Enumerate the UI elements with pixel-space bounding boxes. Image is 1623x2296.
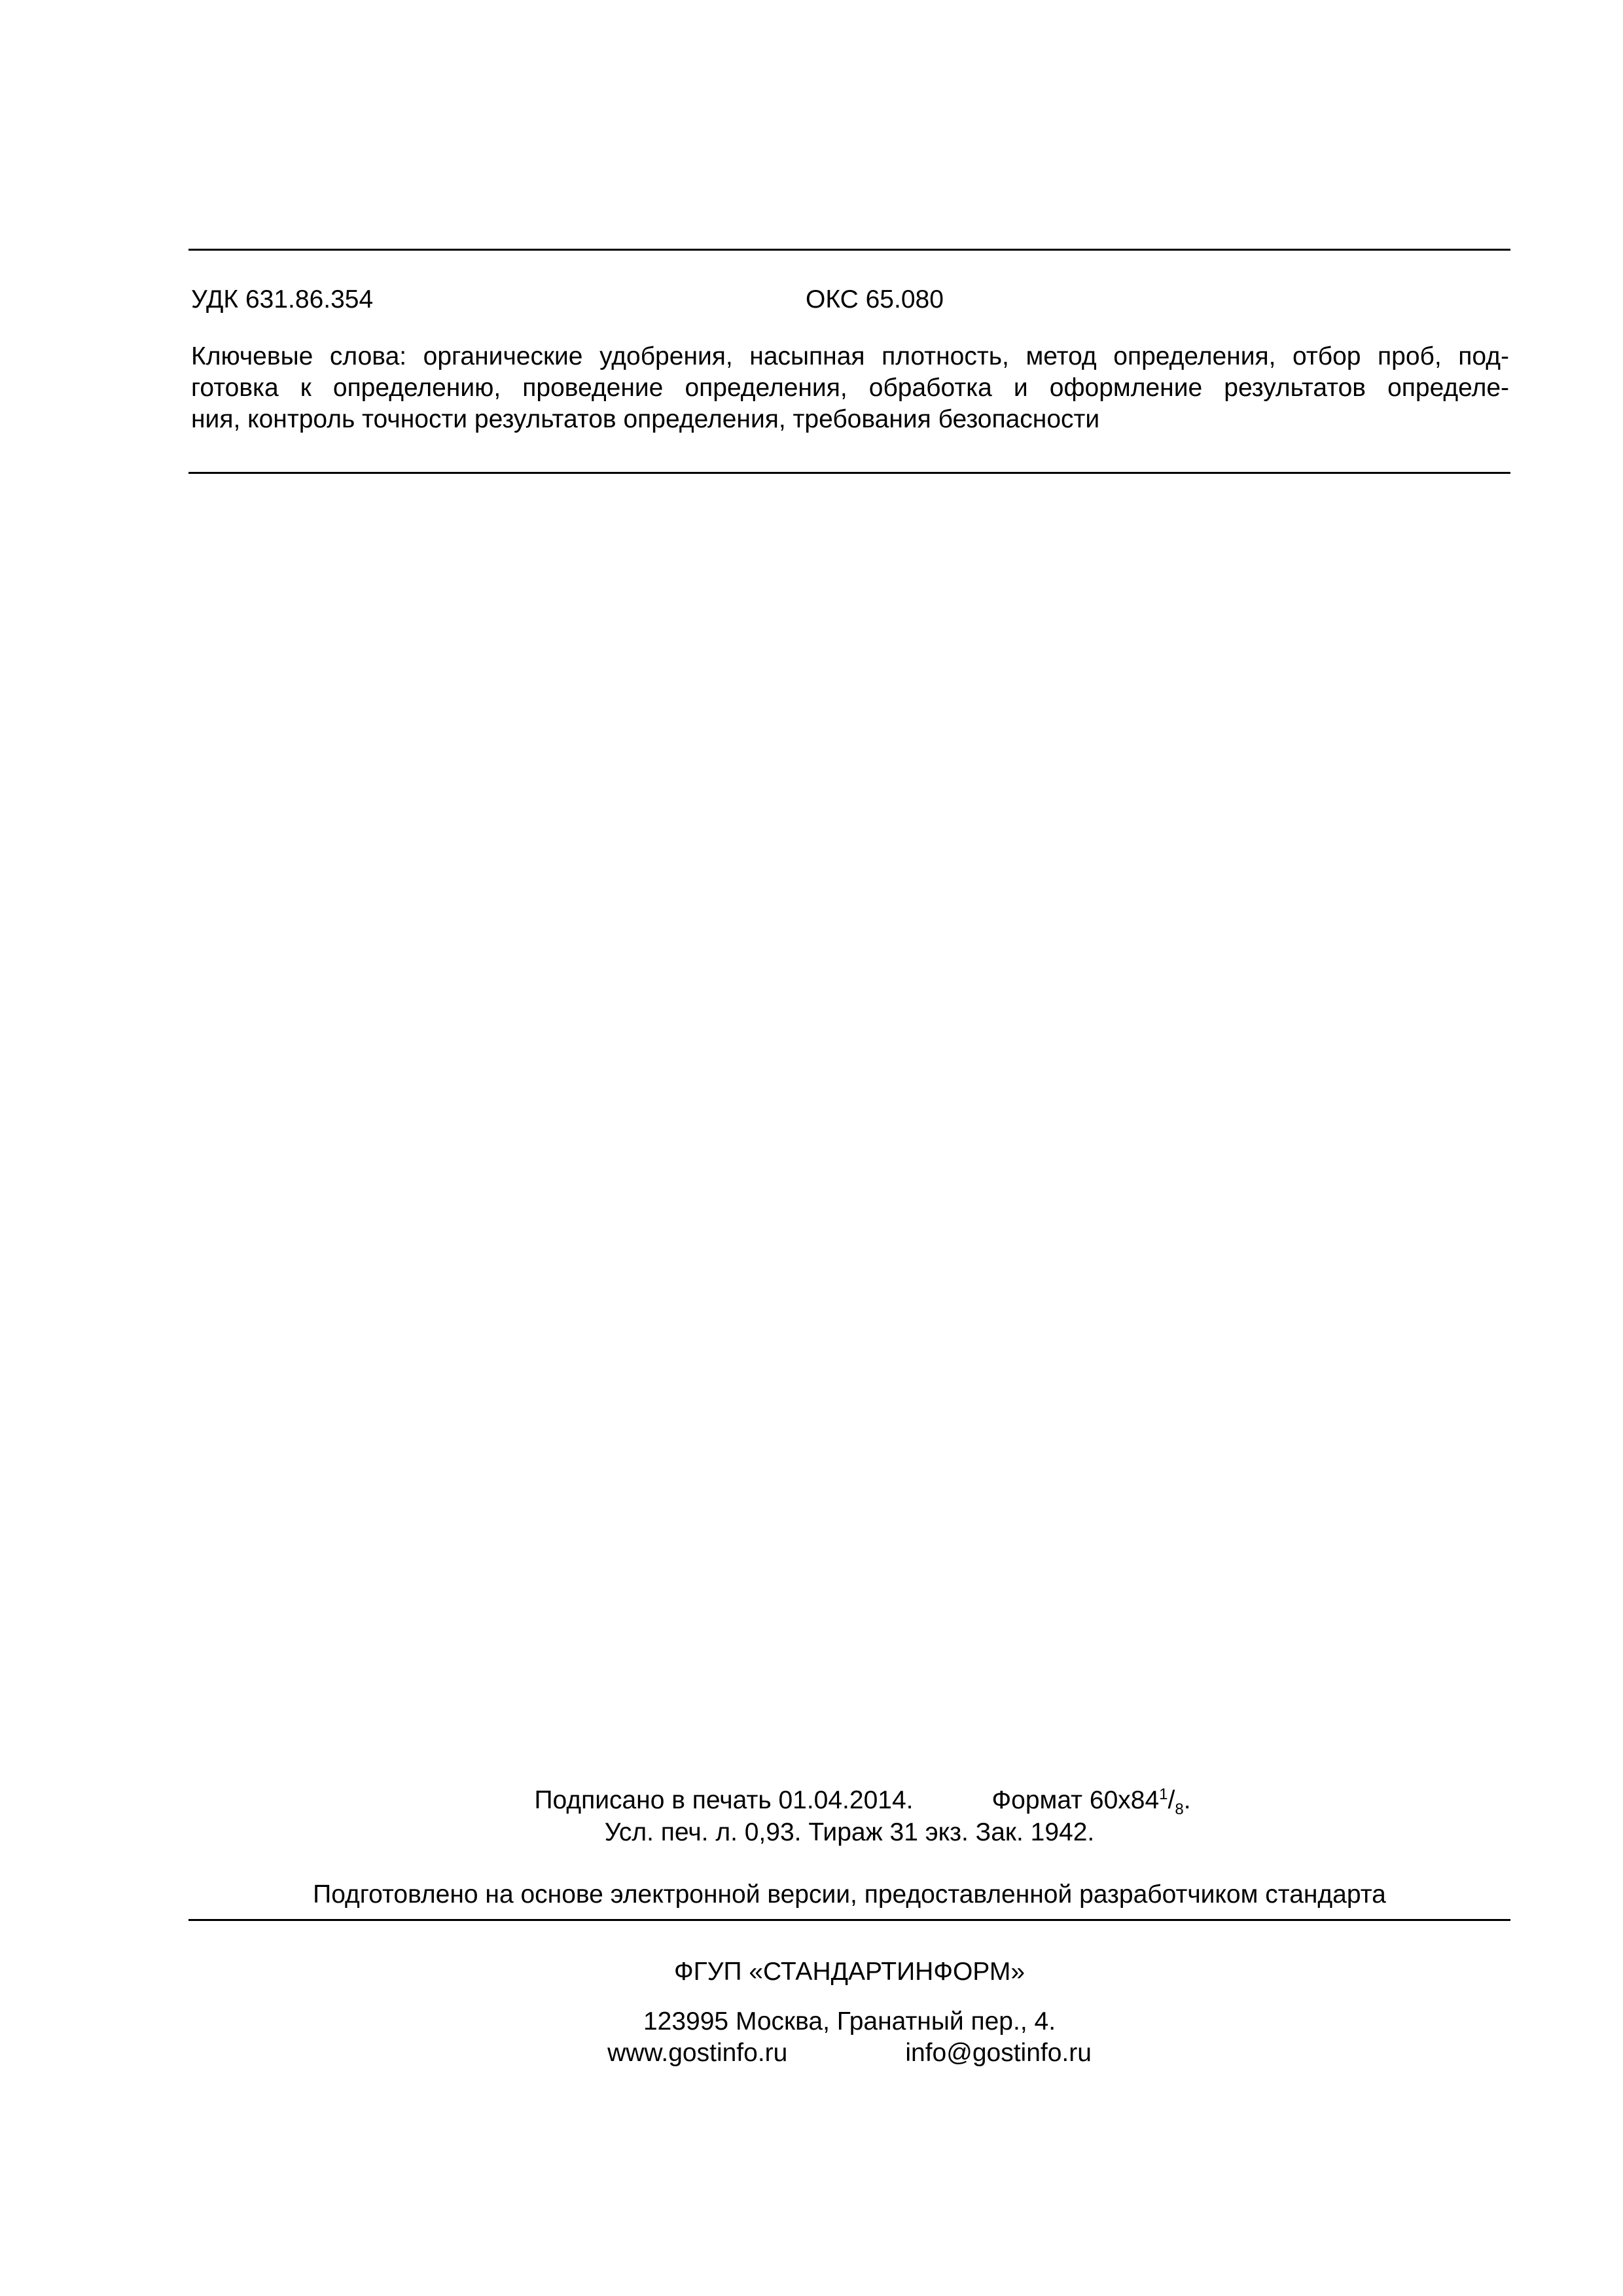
signed-date: Подписано в печать 01.04.2014. bbox=[534, 1786, 914, 1814]
keywords-line: готовка к определению, проведение определения, обработка и оформление результатов определе- bbox=[191, 374, 1509, 402]
keywords-line: Ключевые слова: органические удобрения, насыпная плотность, метод определения, отбор проб, под- bbox=[191, 342, 1509, 370]
oks-code: ОКС 65.080 bbox=[806, 285, 944, 314]
publisher-address: 123995 Москва, Гранатный пер., 4. bbox=[643, 2007, 1056, 2036]
publisher-divider bbox=[188, 1919, 1510, 1921]
keywords-paragraph bbox=[191, 341, 1509, 435]
top-divider bbox=[188, 249, 1510, 251]
keywords-line: ния, контроль точности результатов определения, требования безопасности bbox=[191, 405, 1100, 433]
email-link[interactable]: info@gostinfo.ru bbox=[905, 2039, 1092, 2067]
publisher-contacts bbox=[188, 2037, 1510, 2069]
website-link[interactable]: www.gostinfo.ru bbox=[607, 2039, 788, 2067]
publisher-name: ФГУП «СТАНДАРТИНФОРМ» bbox=[673, 1958, 1026, 1986]
udk-code: УДК 631.86.354 bbox=[191, 285, 374, 314]
print-details: Усл. печ. л. 0,93. Тираж 31 экз. Зак. 1942. bbox=[604, 1818, 1095, 1846]
imprint-line-1 bbox=[188, 1785, 1510, 1816]
prepared-note: Подготовлено на основе электронной версии, предоставленной разработчиком стандарта bbox=[313, 1880, 1386, 1909]
keywords-divider bbox=[188, 472, 1510, 474]
paper-format: Формат $60x84^1/_8$. bbox=[991, 1785, 1191, 1818]
